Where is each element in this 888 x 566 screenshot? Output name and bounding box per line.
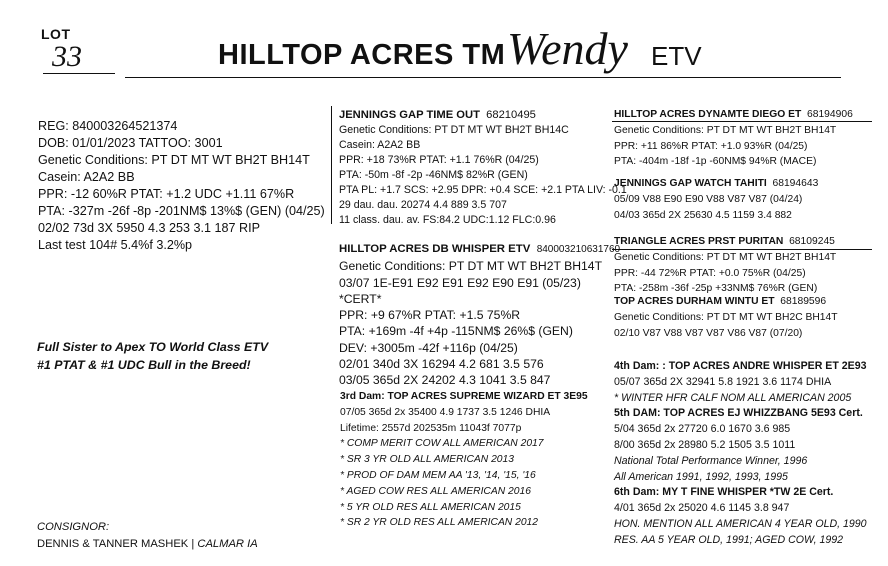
dam-line: DEV: +3005m -42f +116p (04/25) <box>339 340 518 355</box>
third-dam-award: * COMP MERIT COW ALL AMERICAN 2017 <box>340 438 544 450</box>
consignor-city: CALMAR IA <box>197 538 258 550</box>
sire-line: 29 dau. dau. 20274 4.4 889 3.5 707 <box>339 199 507 211</box>
animal-name-title: HILLTOP ACRES TM <box>218 39 506 71</box>
fifth-dam-award: National Total Performance Winner, 1996 <box>614 454 808 467</box>
fifth-dam-award: All American 1991, 1992, 1993, 1995 <box>614 470 788 483</box>
third-dam-award: * SR 2 YR OLD RES ALL AMERICAN 2012 <box>340 517 539 529</box>
dams-sire-line: PPR: -44 72%R PTAT: +0.0 75%R (04/25) <box>614 267 806 279</box>
dams-dam-line: 02/10 V87 V88 V87 V87 V86 V87 (07/20) <box>614 327 803 339</box>
reg-number: REG: 840003264521374 <box>38 119 178 133</box>
third-dam-line: 07/05 365d 2x 35400 4.9 1737 3.5 1246 DHIA <box>340 406 551 418</box>
sixth-dam-line: 4/01 365d 2x 25020 4.6 1145 3.8 947 <box>614 502 790 515</box>
consignor-label: CONSIGNOR: <box>37 521 110 533</box>
promo-line: Full Sister to Apex TO World Class ETV <box>37 340 269 354</box>
sire-line: Genetic Conditions: PT DT MT WT BH2T BH14C <box>339 124 569 136</box>
sires-dam-line: 05/09 V88 E90 E90 V88 V87 V87 (04/24) <box>614 193 803 205</box>
lower-dams-block <box>614 359 879 549</box>
sire-reg: 68210495 <box>486 109 536 121</box>
sire-line: PTA PL: +1.7 SCS: +2.95 DPR: +0.4 SCE: +2.1 PTA LIV: -0.1 <box>339 184 627 196</box>
dam-line: Genetic Conditions: PT DT MT WT BH2T BH14T <box>339 259 603 274</box>
fourth-dam-line: 05/07 365d 2X 32941 5.8 1921 3.6 1174 DHIA <box>614 375 832 388</box>
fourth-dam-name: 4th Dam: : TOP ACRES ANDRE WHISPER ET 2E93 <box>614 360 867 372</box>
dam-line: 02/01 340d 3X 16294 4.2 681 3.5 576 <box>339 357 544 372</box>
fifth-dam-line: 5/04 365d 2x 27720 6.0 1670 3.6 985 <box>614 423 791 436</box>
dams-dam-name-text: TOP ACRES DURHAM WINTU ET <box>614 296 775 307</box>
dob-tattoo: DOB: 01/01/2023 TATTOO: 3001 <box>38 136 223 150</box>
dam-name-text: HILLTOP ACRES DB WHISPER ETV <box>339 243 531 255</box>
animal-info <box>38 118 333 254</box>
dam-line: 03/07 1E-E91 E92 E91 E92 E90 E91 (05/23) <box>339 275 581 290</box>
sire-name <box>339 108 614 123</box>
dams-sire-name <box>614 234 874 250</box>
consignor-names: DENNIS & TANNER MASHEK <box>37 538 189 550</box>
third-dam-line: Lifetime: 2557d 202535m 11043f 7077p <box>340 422 522 434</box>
ppr: PPR: -12 60%R PTAT: +1.2 UDC +1.11 67%R <box>38 187 295 201</box>
dam-reg: 840003210631760 <box>536 244 621 255</box>
dams-sire-block <box>614 234 874 297</box>
fifth-dam-line: 8/00 365d 2x 28980 5.2 1505 3.5 1011 <box>614 438 796 451</box>
dams-sire-rule <box>612 249 872 250</box>
lot-underline <box>43 73 115 74</box>
sires-dam-line: 04/03 365d 2X 25630 4.5 1159 3.4 882 <box>614 209 792 221</box>
dams-sire-line: Genetic Conditions: PT DT MT WT BH2T BH14T <box>614 251 837 263</box>
dams-dam-reg: 68189596 <box>780 296 827 307</box>
dam-line: *CERT* <box>339 291 382 306</box>
third-dam-award: * PROD OF DAM MEM AA '13, '14, '15, '16 <box>340 469 536 481</box>
dams-dam-block <box>614 294 874 341</box>
dam-block <box>339 241 621 389</box>
consignor <box>37 538 258 550</box>
dam-line: PPR: +9 67%R PTAT: +1.5 75%R <box>339 308 521 323</box>
sixth-dam-name: 6th Dam: MY T FINE WHISPER *TW 2E Cert. <box>614 486 834 499</box>
sires-sire-name-text: HILLTOP ACRES DYNAMTE DIEGO ET <box>614 109 802 120</box>
sires-dam-name <box>614 176 874 192</box>
third-dam-award: * AGED COW RES ALL AMERICAN 2016 <box>340 485 531 497</box>
sires-sire-reg: 68194906 <box>807 109 853 120</box>
sires-sire-block <box>614 107 874 170</box>
dam-line: 03/05 365d 2X 24202 4.3 1041 3.5 847 <box>339 373 551 388</box>
third-dam-name: 3rd Dam: TOP ACRES SUPREME WIZARD ET 3E95 <box>340 391 588 402</box>
lot-label: LOT <box>41 26 71 42</box>
genetic-conditions: Genetic Conditions: PT DT MT WT BH2T BH14T <box>38 153 310 167</box>
casein: Casein: A2A2 BB <box>38 170 135 184</box>
last-test: Last test 104# 5.4%f 3.2%p <box>38 238 193 252</box>
production-record: 02/02 73d 3X 5950 4.3 253 3.1 187 RIP <box>38 221 260 235</box>
consignor-separator: | <box>188 538 198 550</box>
sires-sire-line: Genetic Conditions: PT DT MT WT BH2T BH14T <box>614 124 837 136</box>
sixth-dam-award: HON. MENTION ALL AMERICAN 4 YEAR OLD, 1990 <box>614 517 867 530</box>
title-rule <box>125 77 841 78</box>
sires-dam-reg: 68194643 <box>772 178 819 189</box>
animal-name-suffix: ETV <box>651 41 702 71</box>
promo-text <box>37 338 268 374</box>
sires-dam-name-text: JENNINGS GAP WATCH TAHITI <box>614 178 767 189</box>
promo-line: #1 PTAT & #1 UDC Bull in the Breed! <box>37 358 251 372</box>
sire-divider <box>331 106 332 224</box>
pta: PTA: -327m -26f -8p -201NM$ 13%$ (GEN) (04/25) <box>38 204 325 218</box>
fifth-dam-name: 5th DAM: TOP ACRES EJ WHIZZBANG 5E93 Cert. <box>614 407 863 420</box>
dams-sire-name-text: TRIANGLE ACRES PRST PURITAN <box>614 236 784 247</box>
sire-block <box>339 108 627 228</box>
dams-sire-reg: 68109245 <box>789 236 835 247</box>
third-dam-award: * 5 YR OLD RES ALL AMERICAN 2015 <box>340 501 521 513</box>
lot-number: 33 <box>52 40 82 73</box>
third-dam-block <box>340 389 620 531</box>
sire-line: PTA: -50m -8f -2p -46NM$ 82%R (GEN) <box>339 169 528 181</box>
third-dam-award: * SR 3 YR OLD ALL AMERICAN 2013 <box>340 454 514 466</box>
dams-dam-name <box>614 294 874 310</box>
sire-line: Casein: A2A2 BB <box>339 139 421 151</box>
dam-name <box>339 241 621 258</box>
sires-sire-line: PTA: -404m -18f -1p -60NM$ 94%R (MACE) <box>614 156 817 168</box>
dams-dam-line: Genetic Conditions: PT DT MT WT BH2C BH14T <box>614 311 838 323</box>
dam-line: PTA: +169m -4f +4p -115NM$ 26%$ (GEN) <box>339 324 573 339</box>
sires-sire-line: PPR: +11 86%R PTAT: +1.0 93%R (04/25) <box>614 140 808 152</box>
sire-line: PPR: +18 73%R PTAT: +1.1 76%R (04/25) <box>339 154 539 166</box>
sires-sire-rule <box>612 121 872 122</box>
animal-name-script: Wendy <box>507 23 628 74</box>
dams-sire-line: PTA: -258m -36f -25p +33NM$ 76%R (GEN) <box>614 283 818 295</box>
sires-dam-block <box>614 176 874 223</box>
fourth-dam-award: * WINTER HFR CALF NOM ALL AMERICAN 2005 <box>614 391 852 404</box>
sire-name-text: JENNINGS GAP TIME OUT <box>339 109 480 121</box>
sixth-dam-award: RES. AA 5 YEAR OLD, 1991; AGED COW, 1992 <box>614 533 844 546</box>
sire-line: 11 class. dau. av. FS:84.2 UDC:1.12 FLC:0.96 <box>339 214 556 226</box>
